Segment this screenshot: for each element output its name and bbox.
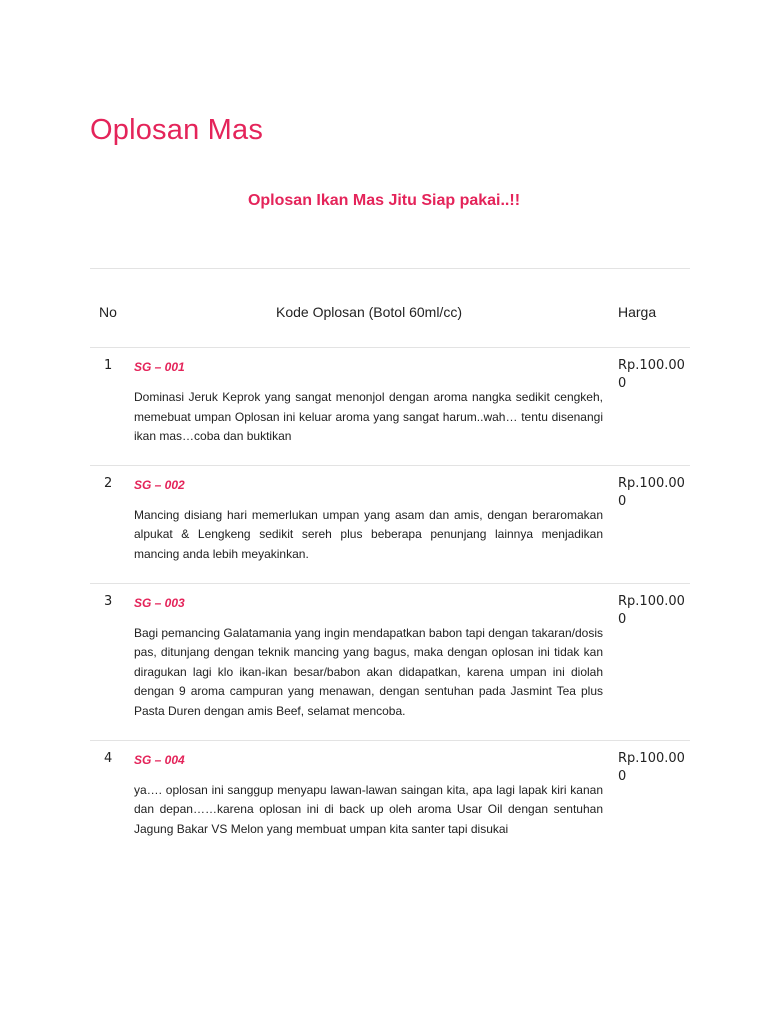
product-description: ya…. oplosan ini sanggup menyapu lawan-lawan saingan kita, apa lagi lapak kiri kanan dan depan……karena oplosan ini di back up oleh aroma Usar Oil dengan sentuhan Jagung Bakar VS Melon yang membuat umpan kita santer tapi disukai bbox=[134, 782, 603, 836]
product-description: Mancing disiang hari memerlukan umpan yang asam dan amis, dengan beraromakan alpukat & Lengkeng sedikit sereh plus beberapa penunjang lainnya menjadikan mancing anda lebih meyakinkan. bbox=[134, 507, 603, 561]
product-price: Rp.100.000 bbox=[618, 475, 685, 509]
row-content bbox=[134, 348, 603, 465]
page-subtitle: Oplosan Ikan Mas Jitu Siap pakai..!! bbox=[247, 192, 521, 209]
price-table bbox=[90, 268, 690, 857]
product-code: SG – 001 bbox=[134, 360, 185, 374]
product-code: SG – 002 bbox=[134, 477, 185, 492]
product-code: SG – 004 bbox=[134, 752, 185, 767]
header-kode: Kode Oplosan (Botol 60ml/cc) bbox=[276, 304, 462, 320]
row-number: 3 bbox=[104, 593, 113, 609]
product-description: Dominasi Jeruk Keprok yang sangat menonjol dengan aroma nangka sedikit cengkeh, memebuat umpan Oplosan ini keluar aroma yang sangat harum..wah… tentu disenangi ikan mas…coba dan buktikan bbox=[134, 390, 603, 444]
header-harga: Harga bbox=[618, 304, 657, 320]
product-code: SG – 003 bbox=[134, 595, 185, 610]
table-row bbox=[90, 741, 690, 858]
row-content bbox=[134, 466, 603, 583]
row-content bbox=[134, 584, 603, 740]
table-row bbox=[90, 348, 690, 466]
table-row bbox=[90, 466, 690, 584]
product-price: Rp.100.000 bbox=[618, 358, 685, 391]
table-header-row bbox=[90, 269, 690, 348]
row-number: 1 bbox=[104, 358, 113, 373]
table-row bbox=[90, 584, 690, 741]
row-content bbox=[134, 741, 603, 858]
row-number: 4 bbox=[104, 750, 113, 766]
product-description: Bagi pemancing Galatamania yang ingin mendapatkan babon tapi dengan takaran/dosis pas, ditunjang dengan teknik mancing yang bagus, maka dengan oplosan ini tidak kan diragukan lagi klo ikan-ikan besar/babon akan didapatkan, karena umpan ini diolah dengan 9 aroma campuran yang menawan, dengan sentuhan pada Jasmint Tea plus Pasta Duren dengan amis Beef, selamat mencoba. bbox=[134, 625, 603, 718]
product-price: Rp.100.000 bbox=[618, 593, 685, 627]
header-no: No bbox=[99, 304, 117, 320]
page-title: Oplosan Mas bbox=[90, 114, 264, 146]
product-price: Rp.100.000 bbox=[618, 750, 685, 784]
row-number: 2 bbox=[104, 475, 113, 491]
